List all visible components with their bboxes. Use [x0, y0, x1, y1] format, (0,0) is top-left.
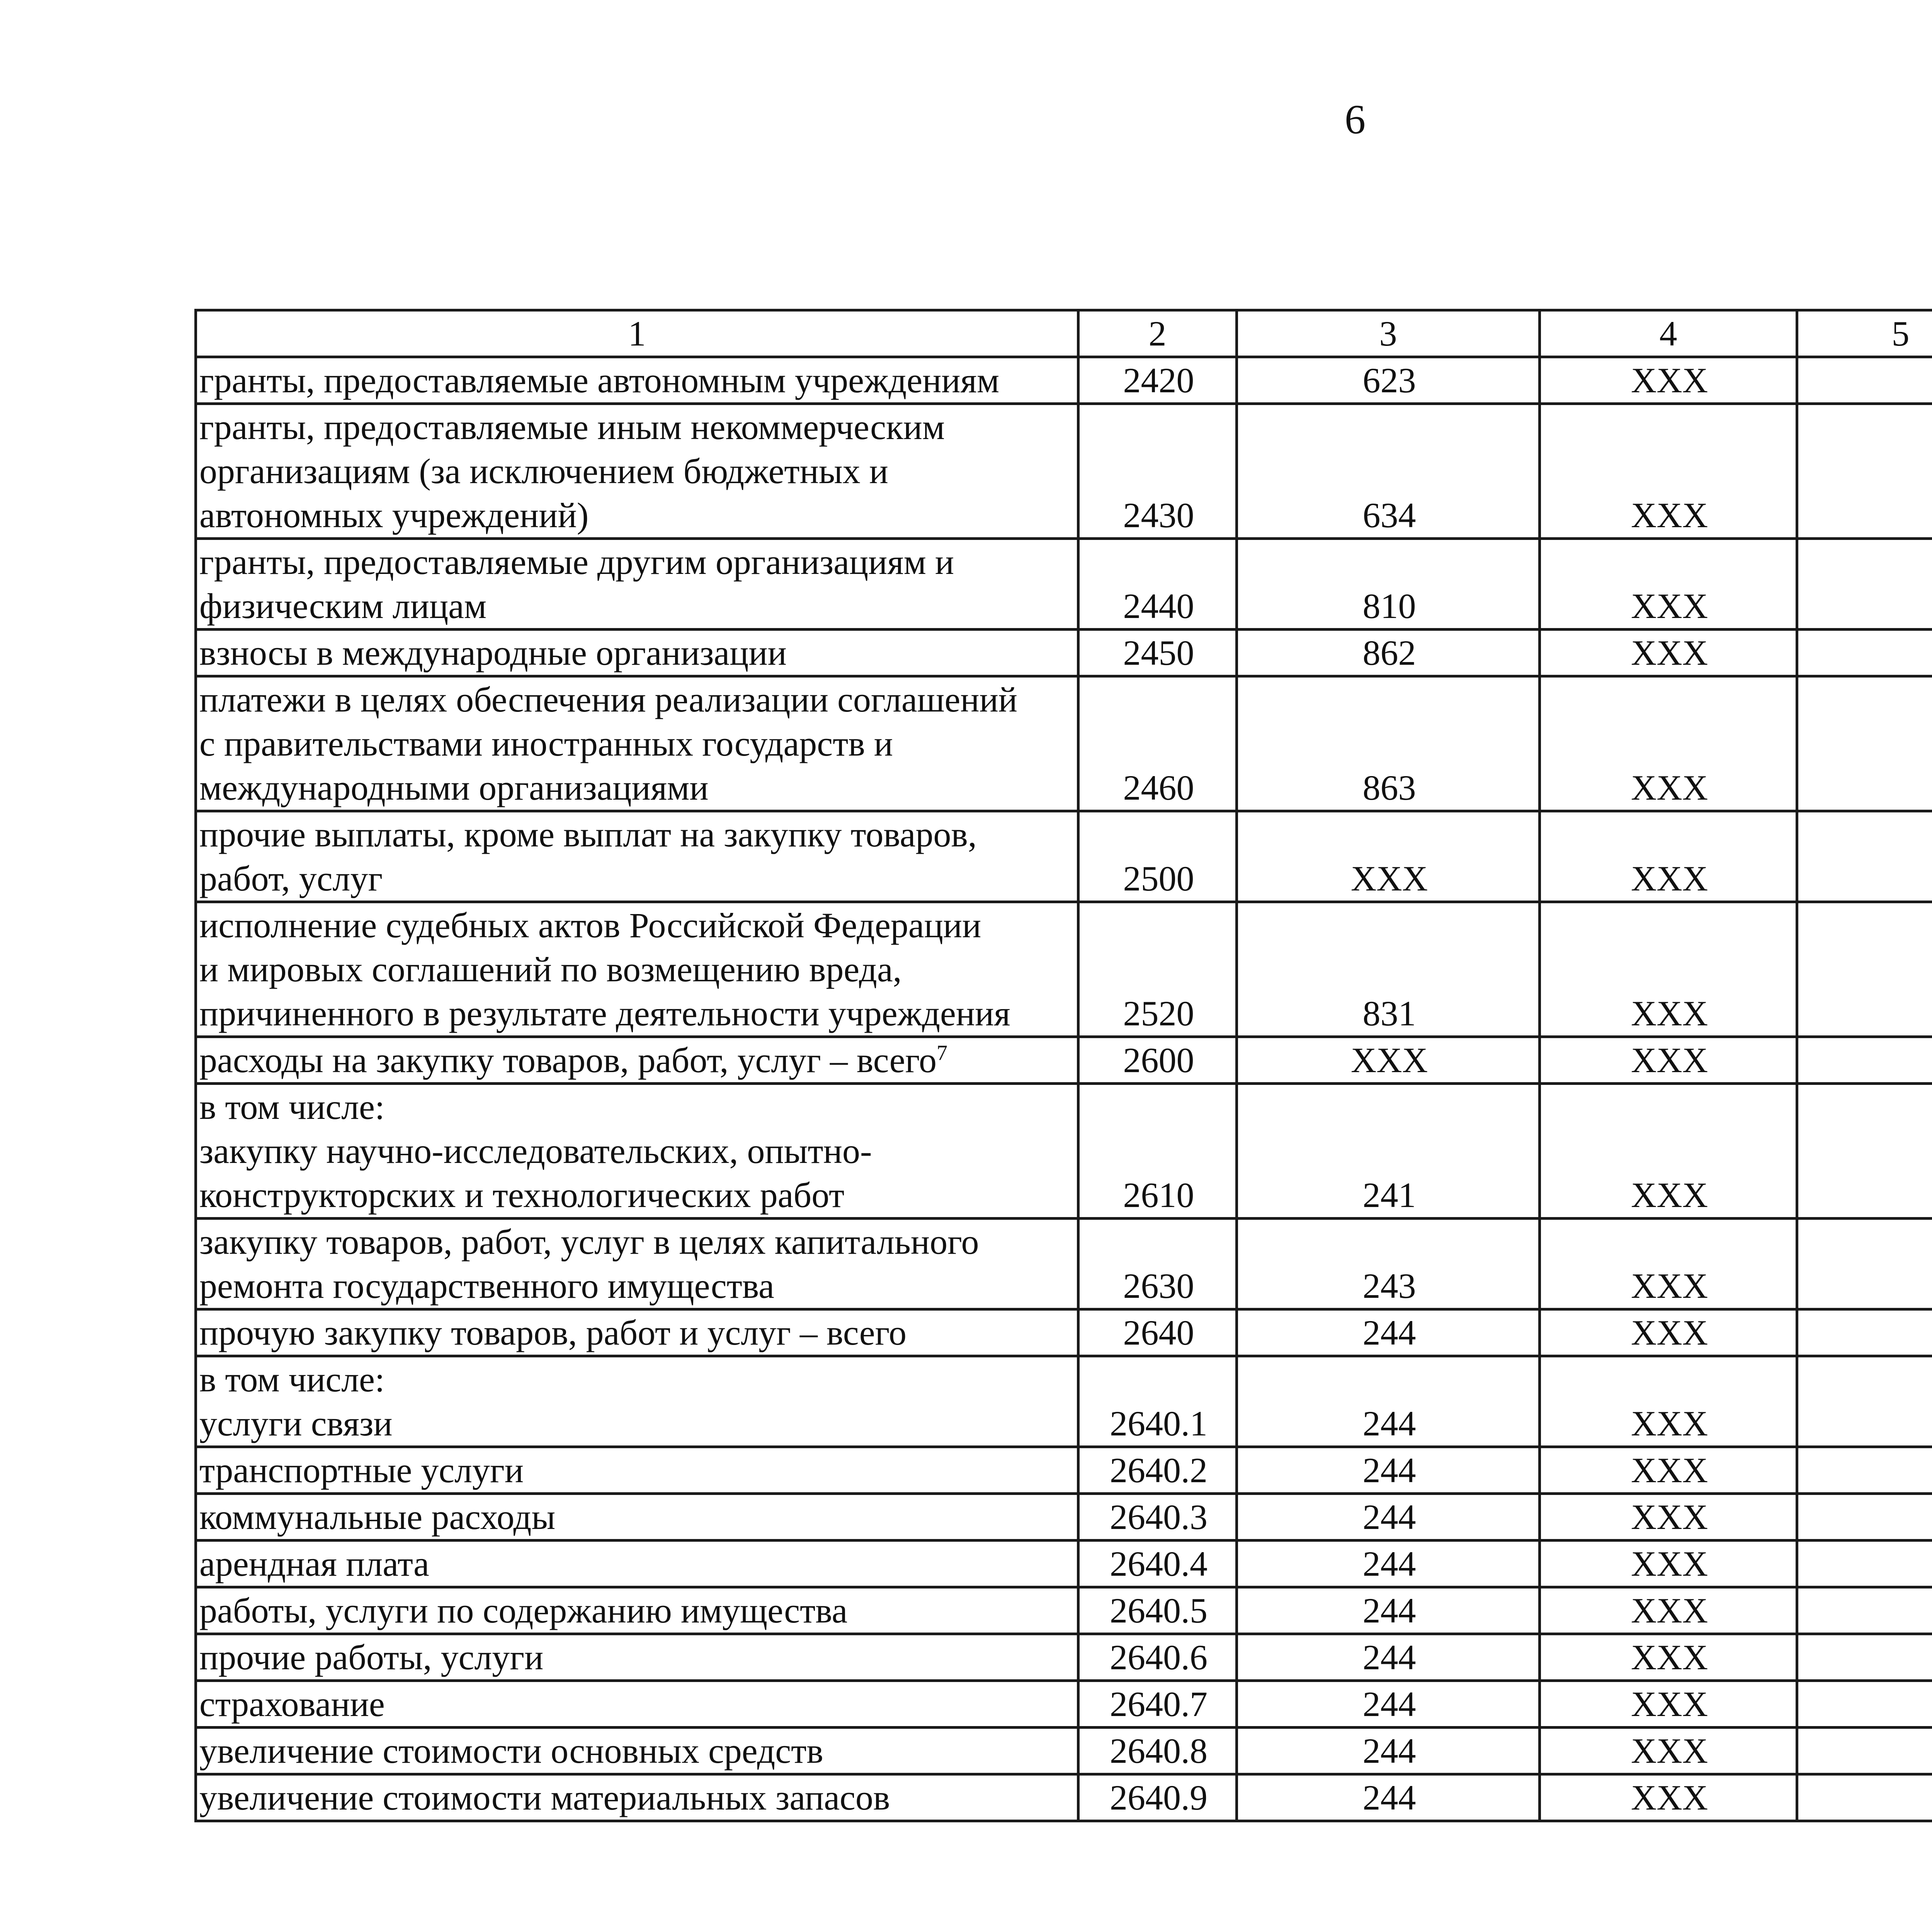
row-name-line — [199, 1729, 1077, 1773]
row-name-text: гранты, предоставляемые автономным учреждениям — [199, 361, 1000, 400]
row-col4-cell: XXX — [1540, 404, 1797, 539]
row-code-cell: 2520 — [1078, 902, 1237, 1037]
header-cell: 2 — [1078, 310, 1237, 357]
row-kbk-cell: 243 — [1237, 1219, 1540, 1309]
row-name-cell — [196, 1494, 1078, 1541]
row-name-text: международными организациями — [199, 768, 709, 807]
table-body — [196, 357, 1932, 1821]
row-name-text: закупку научно-исследовательских, опытно- — [199, 1131, 872, 1171]
row-name-text: увеличение стоимости материальных запасов — [199, 1778, 890, 1817]
row-code-cell: 2640.9 — [1078, 1774, 1237, 1821]
row-code-cell: 2610 — [1078, 1084, 1237, 1219]
row-code-cell: 2640.6 — [1078, 1634, 1237, 1681]
row-col4-cell: XXX — [1540, 1681, 1797, 1728]
row-name-text: транспортные услуги — [199, 1451, 524, 1490]
row-kbk-cell: 244 — [1237, 1774, 1540, 1821]
row-code-cell: 2640.2 — [1078, 1447, 1237, 1494]
row-name-cell — [196, 676, 1078, 811]
header-cell: 1 — [196, 310, 1078, 357]
row-name-line — [199, 631, 1077, 675]
table-row — [196, 1356, 1932, 1447]
row-name-line — [199, 1448, 1077, 1492]
row-name-text: причиненного в результате деятельности учреждения — [199, 994, 1010, 1033]
row-name-line — [199, 1401, 1077, 1445]
row-kbk-cell: 244 — [1237, 1541, 1540, 1587]
row-kbk-cell: 831 — [1237, 902, 1540, 1037]
header-cell: 3 — [1237, 310, 1540, 357]
row-name-text: работы, услуги по содержанию имущества — [199, 1591, 848, 1630]
empty-cell-col5 — [1797, 1309, 1932, 1356]
footnote-mark: 7 — [937, 1041, 948, 1065]
row-name-cell — [196, 1356, 1078, 1447]
row-name-text: арендная плата — [199, 1544, 429, 1583]
empty-cell-col5 — [1797, 902, 1932, 1037]
row-kbk-cell: 244 — [1237, 1728, 1540, 1774]
row-code-cell: 2600 — [1078, 1037, 1237, 1084]
row-name-line — [199, 358, 1077, 402]
row-col4-cell: XXX — [1540, 1494, 1797, 1541]
row-name-cell — [196, 1309, 1078, 1356]
table-row — [196, 902, 1932, 1037]
empty-cell-col5 — [1797, 1219, 1932, 1309]
table-row — [196, 404, 1932, 539]
empty-cell-col5 — [1797, 1084, 1932, 1219]
row-name-cell — [196, 1728, 1078, 1774]
budget-table — [194, 309, 1932, 1822]
empty-cell-col5 — [1797, 1494, 1932, 1541]
row-code-cell: 2640.8 — [1078, 1728, 1237, 1774]
table-row — [196, 1681, 1932, 1728]
row-kbk-cell: 244 — [1237, 1309, 1540, 1356]
row-name-text: с правительствами иностранных государств и — [199, 724, 893, 763]
row-name-cell — [196, 1774, 1078, 1821]
row-col4-cell: XXX — [1540, 676, 1797, 811]
row-kbk-cell: 623 — [1237, 357, 1540, 404]
row-name-text: коммунальные расходы — [199, 1497, 556, 1537]
row-kbk-cell: 244 — [1237, 1356, 1540, 1447]
table-row — [196, 1728, 1932, 1774]
row-col4-cell: XXX — [1540, 1084, 1797, 1219]
header-cell: 5 — [1797, 310, 1932, 357]
row-code-cell: 2420 — [1078, 357, 1237, 404]
row-name-text: увеличение стоимости основных средств — [199, 1731, 823, 1771]
table-row — [196, 1541, 1932, 1587]
row-kbk-cell: 244 — [1237, 1587, 1540, 1634]
empty-cell-col5 — [1797, 1728, 1932, 1774]
row-name-line — [199, 540, 1077, 584]
row-name-line — [199, 1220, 1077, 1264]
table-row — [196, 1634, 1932, 1681]
row-code-cell: 2430 — [1078, 404, 1237, 539]
row-kbk-cell: 241 — [1237, 1084, 1540, 1219]
row-name-line — [199, 1173, 1077, 1217]
row-name-line — [199, 1264, 1077, 1308]
row-name-line — [199, 1495, 1077, 1539]
row-name-line — [199, 1129, 1077, 1173]
row-name-text: гранты, предоставляемые иным некоммерческим — [199, 407, 945, 447]
row-name-text: работ, услуг — [199, 859, 383, 898]
row-code-cell: 2460 — [1078, 676, 1237, 811]
row-name-line — [199, 1776, 1077, 1820]
row-name-text: ремонта государственного имущества — [199, 1266, 774, 1306]
row-name-line — [199, 903, 1077, 947]
row-kbk-cell: 863 — [1237, 676, 1540, 811]
row-col4-cell: XXX — [1540, 902, 1797, 1037]
row-code-cell: 2640.3 — [1078, 1494, 1237, 1541]
row-name-text: в том числе: — [199, 1087, 385, 1127]
row-name-line — [199, 947, 1077, 991]
row-col4-cell: XXX — [1540, 1037, 1797, 1084]
row-col4-cell: XXX — [1540, 357, 1797, 404]
row-col4-cell: XXX — [1540, 1219, 1797, 1309]
row-name-line — [199, 1588, 1077, 1633]
row-col4-cell: XXX — [1540, 1541, 1797, 1587]
row-name-line — [199, 1085, 1077, 1129]
row-kbk-cell: 862 — [1237, 630, 1540, 676]
empty-cell-col5 — [1797, 1774, 1932, 1821]
header-cell: 4 — [1540, 310, 1797, 357]
row-kbk-cell: 244 — [1237, 1494, 1540, 1541]
row-col4-cell: XXX — [1540, 1774, 1797, 1821]
empty-cell-col5 — [1797, 676, 1932, 811]
row-name-text: платежи в целях обеспечения реализации соглашений — [199, 680, 1018, 719]
row-col4-cell: XXX — [1540, 539, 1797, 630]
row-name-text: в том числе: — [199, 1360, 385, 1399]
row-name-line — [199, 722, 1077, 766]
row-name-text: автономных учреждений) — [199, 495, 589, 535]
row-name-cell — [196, 539, 1078, 630]
row-code-cell: 2640.5 — [1078, 1587, 1237, 1634]
table-row — [196, 811, 1932, 902]
empty-cell-col5 — [1797, 1356, 1932, 1447]
table-row — [196, 630, 1932, 676]
row-name-cell — [196, 902, 1078, 1037]
row-name-text: конструкторских и технологических работ — [199, 1175, 845, 1215]
row-col4-cell: XXX — [1540, 1587, 1797, 1634]
row-name-cell — [196, 1447, 1078, 1494]
row-name-cell — [196, 1084, 1078, 1219]
row-kbk-cell: 634 — [1237, 404, 1540, 539]
row-code-cell: 2440 — [1078, 539, 1237, 630]
row-name-text: расходы на закупку товаров, работ, услуг – всего — [199, 1040, 937, 1080]
row-name-line — [199, 991, 1077, 1035]
empty-cell-col5 — [1797, 539, 1932, 630]
table-row — [196, 1309, 1932, 1356]
row-name-line — [199, 493, 1077, 537]
row-name-cell — [196, 630, 1078, 676]
row-kbk-cell: 810 — [1237, 539, 1540, 630]
row-name-cell — [196, 357, 1078, 404]
row-name-text: прочие работы, услуги — [199, 1638, 544, 1677]
row-name-line — [199, 766, 1077, 810]
row-name-line — [199, 812, 1077, 856]
row-name-cell — [196, 1219, 1078, 1309]
row-name-line — [199, 1038, 1077, 1082]
row-code-cell: 2640 — [1078, 1309, 1237, 1356]
table-row — [196, 1084, 1932, 1219]
row-code-cell: 2500 — [1078, 811, 1237, 902]
row-code-cell: 2450 — [1078, 630, 1237, 676]
row-name-cell — [196, 1037, 1078, 1084]
row-name-line — [199, 1542, 1077, 1586]
empty-cell-col5 — [1797, 1447, 1932, 1494]
table-row — [196, 1774, 1932, 1821]
row-name-cell — [196, 1634, 1078, 1681]
row-name-line — [199, 856, 1077, 901]
row-code-cell: 2640.4 — [1078, 1541, 1237, 1587]
row-col4-cell: XXX — [1540, 1728, 1797, 1774]
row-kbk-cell: 244 — [1237, 1634, 1540, 1681]
row-name-cell — [196, 1541, 1078, 1587]
empty-cell-col5 — [1797, 811, 1932, 902]
row-name-cell — [196, 1681, 1078, 1728]
empty-cell-col5 — [1797, 1037, 1932, 1084]
row-name-text: взносы в международные организации — [199, 633, 787, 672]
row-name-text: страхование — [199, 1684, 385, 1724]
row-name-line — [199, 584, 1077, 628]
row-code-cell: 2630 — [1078, 1219, 1237, 1309]
table-row — [196, 1037, 1932, 1084]
table-row — [196, 357, 1932, 404]
table-row — [196, 1494, 1932, 1541]
row-name-line — [199, 1635, 1077, 1679]
row-name-cell — [196, 404, 1078, 539]
page-number: 6 — [1345, 97, 1366, 143]
row-kbk-cell: 244 — [1237, 1681, 1540, 1728]
row-kbk-cell: 244 — [1237, 1447, 1540, 1494]
table-row — [196, 1219, 1932, 1309]
row-name-line — [199, 449, 1077, 493]
empty-cell-col5 — [1797, 630, 1932, 676]
empty-cell-col5 — [1797, 357, 1932, 404]
row-kbk-cell: XXX — [1237, 811, 1540, 902]
row-kbk-cell: XXX — [1237, 1037, 1540, 1084]
table-header-row — [196, 310, 1932, 357]
row-code-cell: 2640.7 — [1078, 1681, 1237, 1728]
empty-cell-col5 — [1797, 404, 1932, 539]
row-name-cell — [196, 811, 1078, 902]
row-name-text: организациям (за исключением бюджетных и — [199, 451, 888, 491]
row-col4-cell: XXX — [1540, 1447, 1797, 1494]
table-row — [196, 1447, 1932, 1494]
row-name-text: закупку товаров, работ, услуг в целях капитального — [199, 1222, 979, 1262]
empty-cell-col5 — [1797, 1541, 1932, 1587]
row-name-line — [199, 678, 1077, 722]
row-name-text: услуги связи — [199, 1404, 393, 1443]
row-name-text: исполнение судебных актов Российской Федерации — [199, 906, 981, 945]
table-row — [196, 676, 1932, 811]
row-name-line — [199, 405, 1077, 449]
empty-cell-col5 — [1797, 1634, 1932, 1681]
row-name-line — [199, 1357, 1077, 1401]
empty-cell-col5 — [1797, 1681, 1932, 1728]
empty-cell-col5 — [1797, 1587, 1932, 1634]
row-col4-cell: XXX — [1540, 1356, 1797, 1447]
row-name-text: физическим лицам — [199, 586, 487, 626]
row-name-line — [199, 1311, 1077, 1355]
row-col4-cell: XXX — [1540, 811, 1797, 902]
row-name-text: прочую закупку товаров, работ и услуг – всего — [199, 1313, 907, 1352]
row-name-line — [199, 1682, 1077, 1726]
row-col4-cell: XXX — [1540, 1634, 1797, 1681]
row-name-text: гранты, предоставляемые другим организациям и — [199, 542, 954, 582]
table-row — [196, 539, 1932, 630]
row-name-text: прочие выплаты, кроме выплат на закупку товаров, — [199, 815, 977, 854]
row-col4-cell: XXX — [1540, 1309, 1797, 1356]
row-name-text: и мировых соглашений по возмещению вреда, — [199, 950, 902, 989]
row-code-cell: 2640.1 — [1078, 1356, 1237, 1447]
row-name-cell — [196, 1587, 1078, 1634]
table-row — [196, 1587, 1932, 1634]
row-col4-cell: XXX — [1540, 630, 1797, 676]
